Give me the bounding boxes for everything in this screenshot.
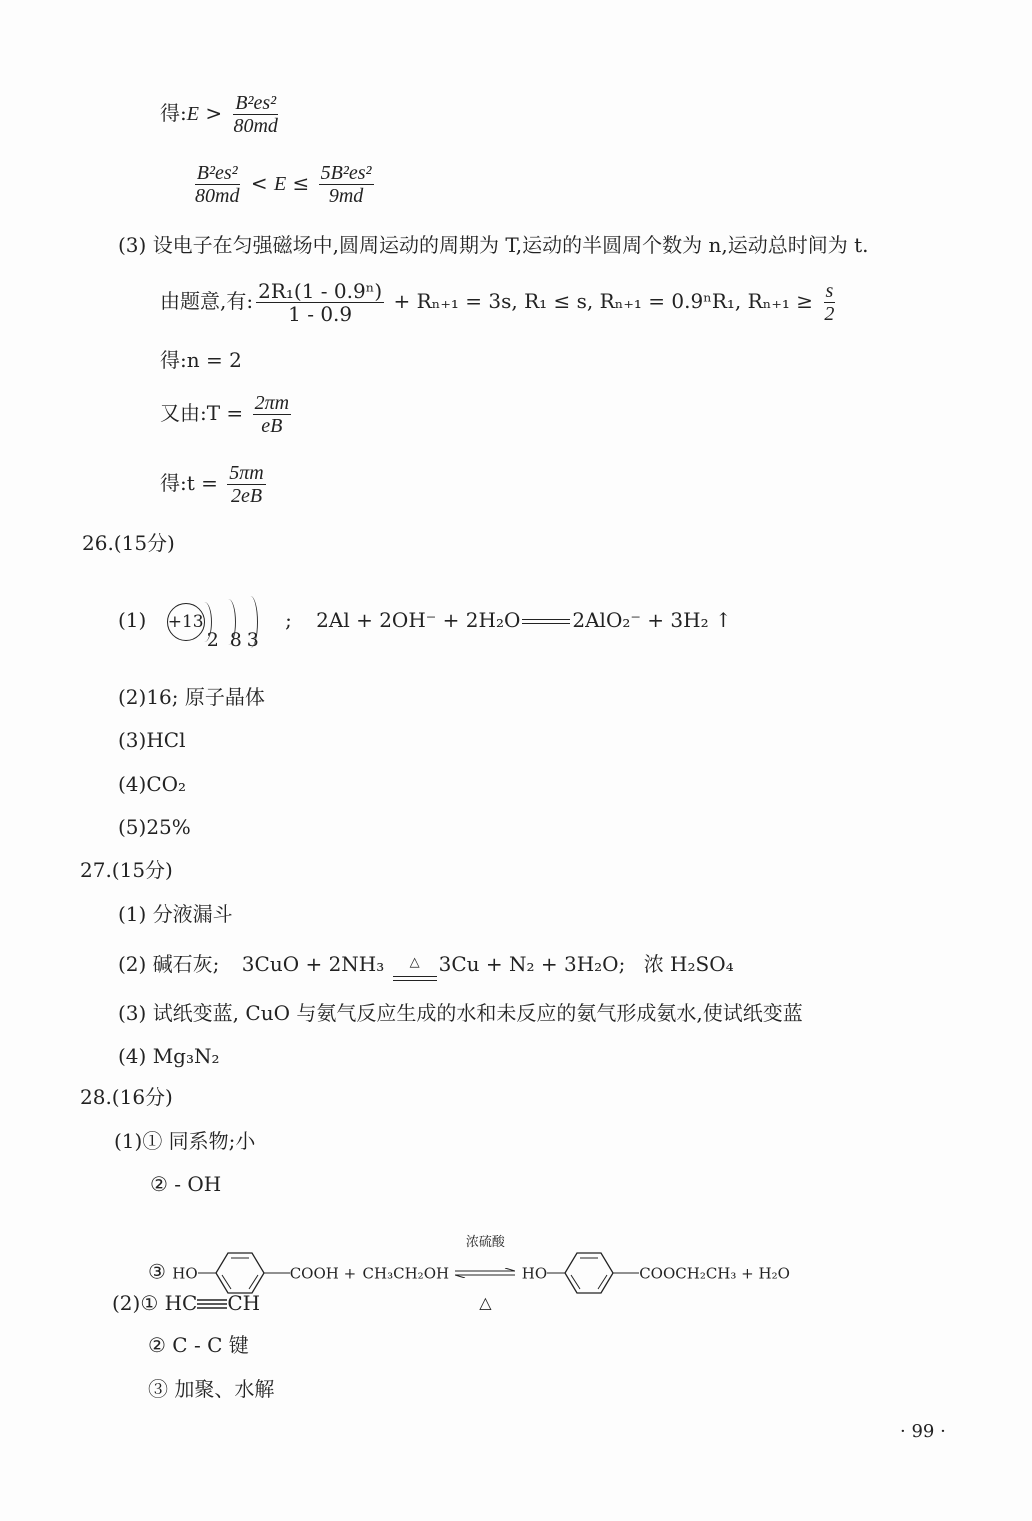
result-n: 得:n = 2 — [160, 348, 242, 372]
denominator: 80md — [195, 185, 240, 207]
formula-suffix: CH — [227, 1291, 261, 1315]
denominator: 9md — [328, 185, 364, 207]
equation-rest: + Rₙ₊₁ = 3s, R₁ ≤ s, Rₙ₊₁ = 0.9ⁿR₁, Rₙ₊₁ ≥ — [393, 289, 814, 313]
q27-part4: (4) Mg₃N₂ — [118, 1044, 220, 1068]
fraction — [319, 162, 374, 207]
shell-count: 2 — [206, 628, 219, 651]
label: (2)① HC — [112, 1291, 198, 1315]
hydroxyl-group: HO — [521, 1264, 548, 1283]
q28-part1-1: (1)① 同系物;小 — [114, 1129, 256, 1153]
label: (2) 碱石灰; — [118, 952, 220, 976]
separator: ; — [285, 608, 292, 632]
q28-part2-3: ③ 加聚、水解 — [148, 1377, 275, 1401]
delta-icon: △ — [409, 955, 420, 970]
q27-part1: (1) 分液漏斗 — [118, 902, 233, 926]
q26-part5: (5)25% — [118, 815, 191, 839]
equation-left: 2Al + 2OH⁻ + 2H₂O — [316, 608, 521, 632]
ethanol: CH₃CH₂OH — [362, 1264, 450, 1283]
time-formula — [160, 462, 269, 507]
numerator: 5πm — [229, 462, 264, 484]
carboxyl-group: COOH + — [289, 1264, 357, 1283]
ester-product: COOCH₂CH₃ + H₂O — [639, 1264, 790, 1283]
heat-condition — [391, 950, 439, 981]
label: ③ — [148, 1259, 166, 1284]
denominator: 2eB — [230, 485, 263, 507]
denominator: 2 — [824, 303, 835, 325]
q27-heading: 27.(15分) — [80, 858, 173, 882]
operator: ≤ — [292, 171, 310, 195]
equals-sign — [522, 619, 570, 624]
shell-count: 8 — [229, 628, 242, 651]
inequality-line-2 — [190, 162, 377, 207]
q26-part2: (2)16; 原子晶体 — [118, 685, 265, 709]
q28-part2-2: ② C - C 键 — [148, 1333, 249, 1357]
denominator: 1 - 0.9 — [288, 302, 353, 326]
triple-bond-icon — [197, 1298, 227, 1310]
label: 由题意,有: — [160, 289, 254, 313]
label: (1) — [118, 608, 147, 632]
inequality-line-1 — [160, 92, 283, 137]
period-formula — [160, 392, 294, 437]
equation-right: 3Cu + N₂ + 3H₂O; — [438, 952, 626, 976]
label: 得:t = — [160, 471, 218, 495]
reaction-condition — [455, 1218, 515, 1328]
hydroxyl-group: HO — [172, 1264, 198, 1283]
catalyst-label: 浓硫酸 — [465, 1235, 505, 1250]
numerator: s — [825, 280, 834, 302]
label: 又由:T = — [160, 401, 244, 425]
variable: E — [186, 103, 199, 125]
operator: > — [205, 101, 223, 125]
fraction — [256, 280, 384, 325]
numerator: B²es² — [196, 162, 238, 184]
numerator: 2πm — [254, 392, 290, 414]
electron-shells — [205, 592, 269, 652]
q28-part2-1 — [112, 1290, 260, 1316]
delta-icon: △ — [479, 1293, 492, 1312]
numerator: 2R₁(1 - 0.9ⁿ) — [258, 279, 383, 303]
reversible-arrow-icon — [455, 1268, 515, 1278]
denominator: 80md — [233, 115, 278, 137]
operator: < — [250, 171, 268, 195]
fraction — [822, 280, 836, 325]
q28-heading: 28.(16分) — [80, 1085, 173, 1109]
q26-part1 — [118, 590, 732, 652]
page-number: · 99 · — [900, 1421, 946, 1442]
q26-part3: (3)HCl — [118, 728, 186, 752]
numerator: 5B²es² — [320, 162, 372, 184]
denominator: eB — [261, 415, 283, 437]
fraction — [227, 462, 265, 507]
drying-agent: 浓 H₂SO₄ — [643, 952, 734, 976]
benzene-ring-icon — [547, 1250, 639, 1296]
numerator: B²es² — [235, 92, 277, 114]
shell-count: 3 — [246, 628, 259, 651]
q26-part4: (4)CO₂ — [118, 772, 187, 796]
equation-left: 3CuO + 2NH₃ — [241, 952, 385, 976]
fraction — [253, 392, 291, 437]
equation-right: 2AlO₂⁻ + 3H₂ ↑ — [572, 608, 732, 632]
q28-part1-2: ② - OH — [150, 1172, 222, 1196]
fraction — [231, 92, 279, 137]
equation-line-3 — [160, 280, 839, 325]
q27-part2 — [118, 950, 734, 981]
nucleus-circle: +13 — [167, 603, 205, 641]
q27-part3: (3) 试纸变蓝, CuO 与氨气反应生成的水和未反应的氨气形成氨水,使试纸变蓝 — [118, 1001, 803, 1025]
q26-heading: 26.(15分) — [82, 531, 175, 555]
variable: E — [273, 173, 287, 195]
label: 得: — [160, 101, 187, 125]
fraction — [193, 162, 241, 207]
part3-intro: (3) 设电子在匀强磁场中,圆周运动的周期为 T,运动的半圆周个数为 n,运动总时间为 t. — [118, 233, 869, 257]
